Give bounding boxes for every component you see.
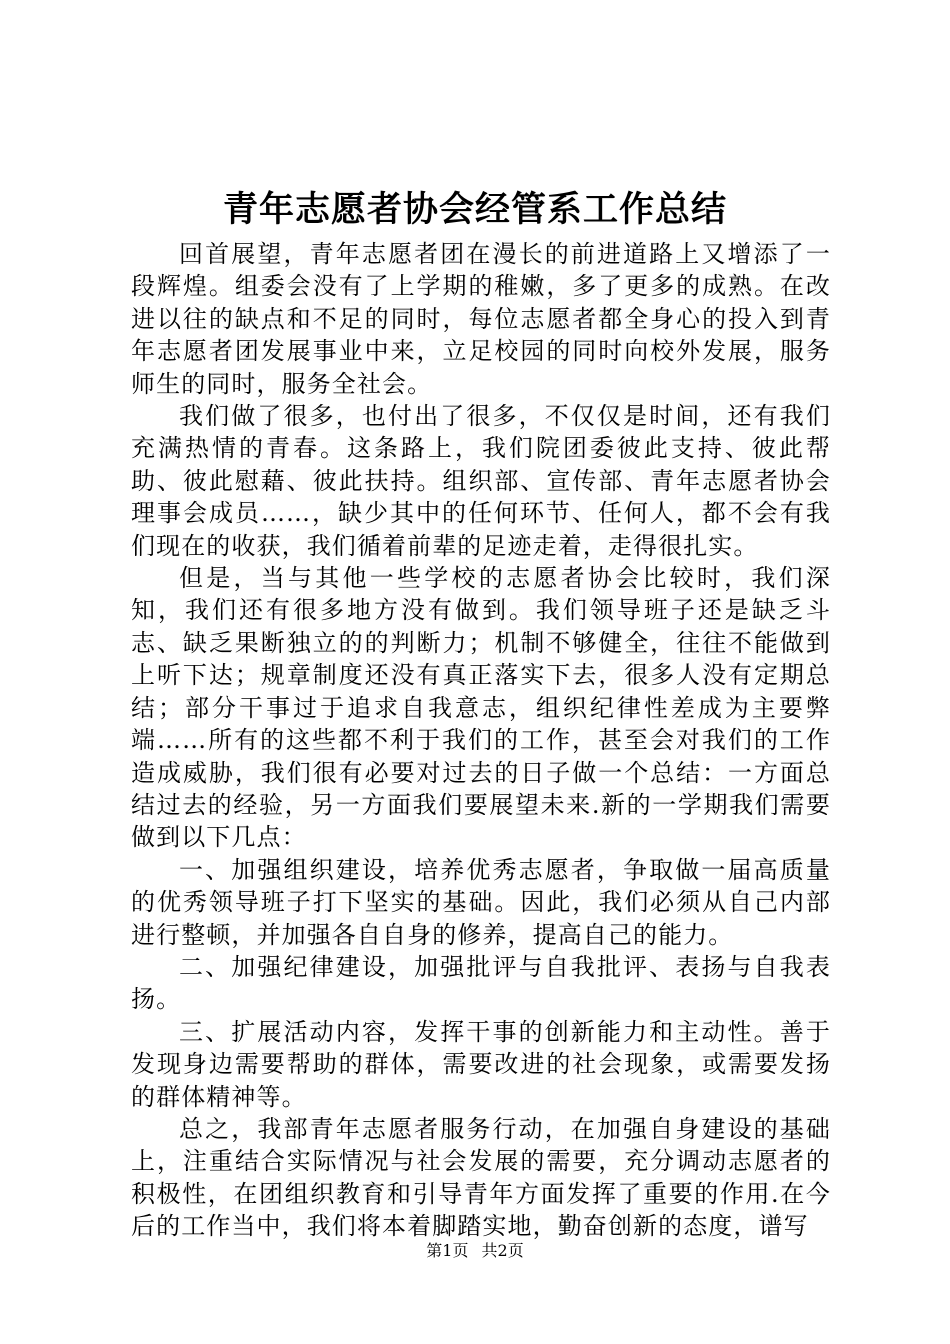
- paragraph-3: 但是，当与其他一些学校的志愿者协会比较时，我们深知，我们还有很多地方没有做到。我们领导班子还是缺乏斗志、缺乏果断独立的的判断力；机制不够健全，往往不能做到上听下达；规章制度还没有真正落实下去，很多人没有定期总结；部分干事过于追求自我意志，组织纪律性差成为主要弊端……所有的这些都不利于我们的工作，甚至会对我们的工作造成威胁，我们很有必要对过去的日子做一个总结：一方面总结过去的经验，另一方面我们要展望未来.新的一学期我们需要做到以下几点：: [131, 564, 831, 852]
- page-footer: [0, 1240, 950, 1262]
- paragraph-4: 一、加强组织建设，培养优秀志愿者，争取做一届高质量的优秀领导班子打下坚实的基础。因此，我们必须从自己内部进行整顿，并加强各自自身的修养，提高自己的能力。: [131, 855, 831, 949]
- document-body: [131, 238, 831, 1243]
- paragraph-7: 总之，我部青年志愿者服务行动，在加强自身建设的基础上，注重结合实际情况与社会发展的需要，充分调动志愿者的积极性，在团组织教育和引导青年方面发挥了重要的作用.在今后的工作当中，我们将本着脚踏实地，勤奋创新的态度，谱写: [131, 1114, 831, 1241]
- paragraph-5: 二、加强纪律建设，加强批评与自我批评、表扬与自我表扬。: [131, 952, 831, 1014]
- page-number-total: 共2页: [481, 1241, 524, 1260]
- paragraph-2: 我们做了很多，也付出了很多，不仅仅是时间，还有我们充满热情的青春。这条路上，我们院团委彼此支持、彼此帮助、彼此慰藉、彼此扶持。组织部、宣传部、青年志愿者协会理事会成员……，缺少其中的任何环节、任何人，都不会有我们现在的收获，我们循着前辈的足迹走着，走得很扎实。: [131, 402, 831, 560]
- paragraph-1: 回首展望，青年志愿者团在漫长的前进道路上又增添了一段辉煌。组委会没有了上学期的稚嫩，多了更多的成熟。在改进以往的缺点和不足的同时，每位志愿者都全身心的投入到青年志愿者团发展事业中来，立足校园的同时向校外发展，服务师生的同时，服务全社会。: [131, 240, 831, 398]
- paragraph-6: 三、扩展活动内容，发挥干事的创新能力和主动性。善于发现身边需要帮助的群体，需要改进的社会现象，或需要发扬的群体精神等。: [131, 1017, 831, 1111]
- page-number-current: 第1页: [426, 1241, 469, 1260]
- document-title: 青年志愿者协会经管系工作总结: [222, 189, 727, 230]
